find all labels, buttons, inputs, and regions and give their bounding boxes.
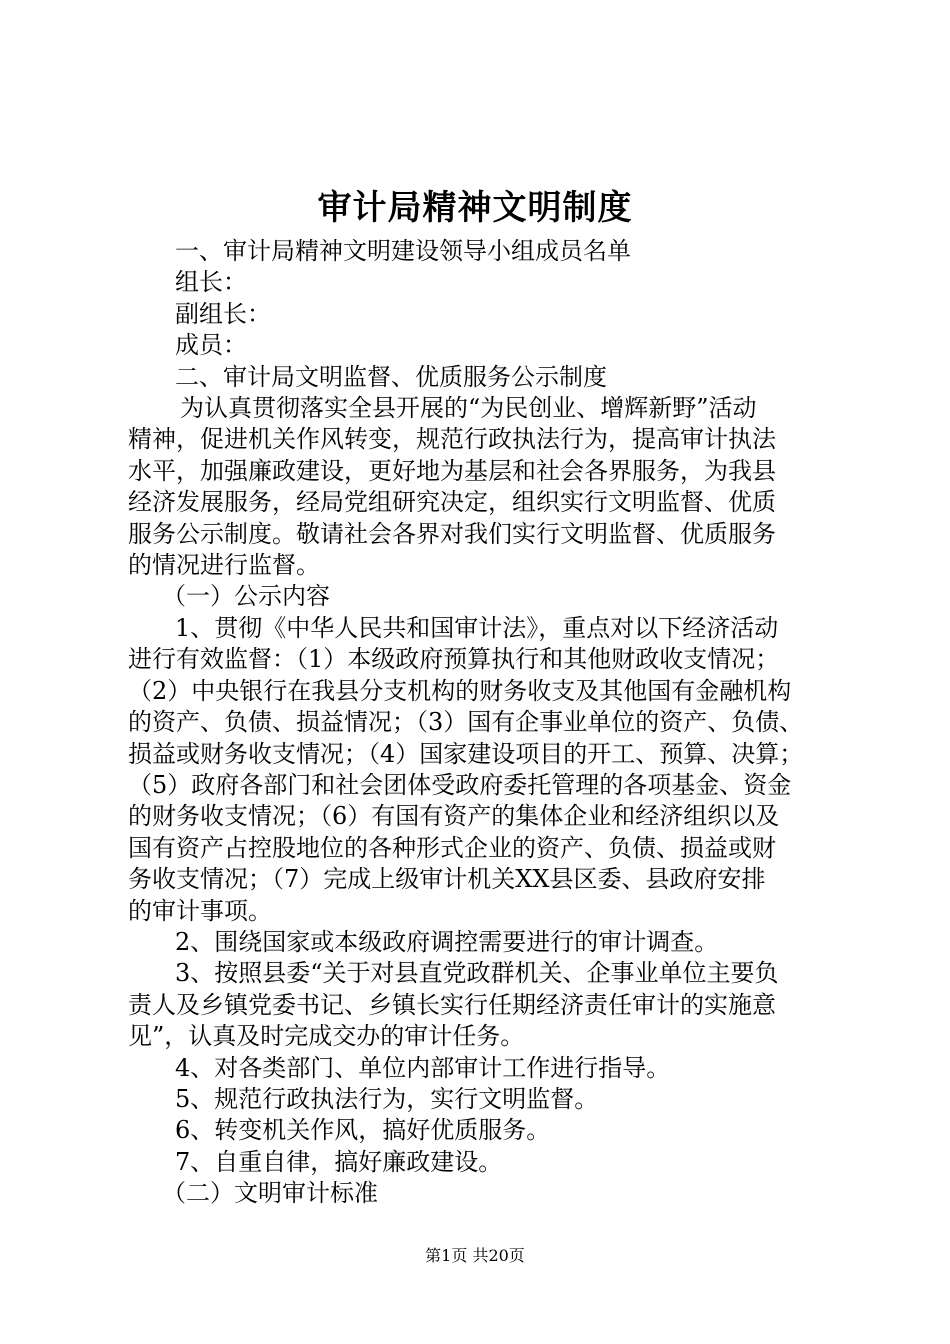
document-line: （一）公示内容: [162, 582, 330, 611]
document-line: 进行有效监督：（1）本级政府预算执行和其他财政收支情况；: [128, 645, 780, 674]
document-line: 组长：: [175, 268, 247, 297]
document-line: （二）文明审计标准: [162, 1179, 378, 1208]
document-line: 务收支情况；（7）完成上级审计机关XX县区委、县政府安排: [128, 865, 766, 894]
document-line: 6、转变机关作风，搞好优质服务。: [175, 1116, 551, 1145]
document-line: 见”，认真及时完成交办的审计任务。: [128, 1022, 525, 1051]
document-line: 损益或财务收支情况；（4）国家建设项目的开工、预算、决算；: [128, 739, 804, 768]
document-line: 7、自重自律，搞好廉政建设。: [175, 1147, 503, 1176]
document-line: 5、规范行政执法行为，实行文明监督。: [175, 1084, 599, 1113]
document-line: 为认真贯彻落实全县开展的“为民创业、增辉新野”活动: [180, 394, 757, 423]
document-line: 责人及乡镇党委书记、乡镇长实行任期经济责任审计的实施意: [128, 990, 776, 1019]
document-line: 的资产、负债、损益情况；（3）国有企事业单位的资产、负债、: [128, 708, 804, 737]
document-line: 3、按照县委“关于对县直党政群机关、企事业单位主要负: [175, 959, 779, 988]
document-title: 审计局精神文明制度: [317, 188, 633, 228]
document-line: 水平，加强廉政建设，更好地为基层和社会各界服务，为我县: [128, 456, 776, 485]
document-line: （5）政府各部门和社会团体受政府委托管理的各项基金、资金: [128, 770, 792, 799]
document-line: 经济发展服务，经局党组研究决定，组织实行文明监督、优质: [128, 488, 776, 517]
document-body: [128, 236, 848, 1210]
document-line: 二、审计局文明监督、优质服务公示制度: [175, 362, 607, 391]
document-line: 的审计事项。: [128, 896, 272, 925]
document-line: 的财务收支情况；（6）有国有资产的集体企业和经济组织以及: [128, 802, 780, 831]
document-line: 服务公示制度。敬请社会各界对我们实行文明监督、优质服务: [128, 519, 776, 548]
document-line: 成员：: [175, 331, 247, 360]
document-line: 副组长：: [175, 299, 271, 328]
document-line: 的情况进行监督。: [128, 551, 320, 580]
document-line: 2、围绕国家或本级政府调控需要进行的审计调查。: [175, 927, 719, 956]
document-line: 一、审计局精神文明建设领导小组成员名单: [175, 237, 631, 265]
document-line: 国有资产占控股地位的各种形式企业的资产、负债、损益或财: [128, 833, 776, 862]
document-line: 4、对各类部门、单位内部审计工作进行指导。: [175, 1053, 671, 1082]
document-line: 1、贯彻《中华人民共和国审计法》，重点对以下经济活动: [175, 613, 779, 642]
document-line: 精神，促进机关作风转变，规范行政执法行为，提高审计执法: [128, 425, 776, 454]
document-line: （2）中央银行在我县分支机构的财务收支及其他国有金融机构: [128, 676, 792, 705]
page-footer: 第1页 共20页: [425, 1246, 525, 1265]
